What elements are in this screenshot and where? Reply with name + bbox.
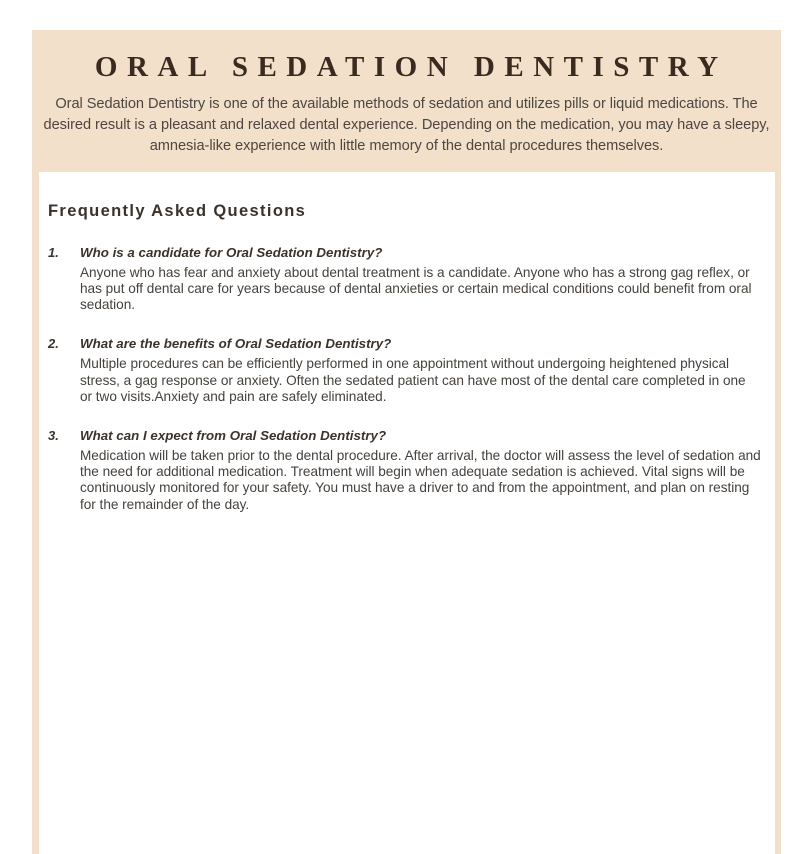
faq-item-question: Who is a candidate for Oral Sedation Dentistry? bbox=[80, 244, 383, 260]
faq-item bbox=[48, 244, 761, 314]
page-header-band bbox=[32, 30, 781, 172]
faq-item-number: 2. bbox=[48, 336, 59, 352]
faq-list bbox=[48, 244, 761, 513]
faq-item-number: 1. bbox=[48, 244, 59, 260]
faq-section bbox=[39, 172, 775, 513]
faq-item bbox=[48, 427, 761, 513]
header-intro-paragraph: Oral Sedation Dentistry is one of the available methods of sedation and utilizes pills or liquid medications. The desired result is a pleasant and relaxed dental experience. Depending on the medication, you may have a sleepy, amnesia-like experience with little memory of the dental procedures themselves. bbox=[43, 96, 770, 155]
faq-item-question: What are the benefits of Oral Sedation Dentistry? bbox=[80, 336, 392, 352]
faq-item bbox=[48, 335, 761, 405]
page-title: ORAL SEDATION DENTISTRY bbox=[94, 51, 728, 83]
faq-section-heading: Frequently Asked Questions bbox=[48, 202, 307, 220]
faq-item-number: 3. bbox=[48, 428, 59, 444]
faq-item-answer: Multiple procedures can be efficiently performed in one appointment without undergoing heightened physical stress, a gag response or anxiety. Often the sedated patient can have most of the dental care completed in one or two visits.Anxiety and pain are safely eliminated. bbox=[80, 356, 746, 404]
faq-item-question: What can I expect from Oral Sedation Dentistry? bbox=[80, 428, 387, 444]
faq-item-answer: Medication will be taken prior to the dental procedure. After arrival, the doctor will assess the level of sedation and the need for additional medication. Treatment will begin when adequate sedation is achieved. Vital signs will be continuously monitored for your safety. You must have a driver to and from the appointment, and plan on resting for the remainder of the day. bbox=[80, 448, 761, 512]
faq-item-answer: Anyone who has fear and anxiety about dental treatment is a candidate. Anyone who has a strong gag reflex, or has put off dental care for years because of dental anxieties or certain medical conditions could benefit from oral sedation. bbox=[80, 264, 752, 313]
